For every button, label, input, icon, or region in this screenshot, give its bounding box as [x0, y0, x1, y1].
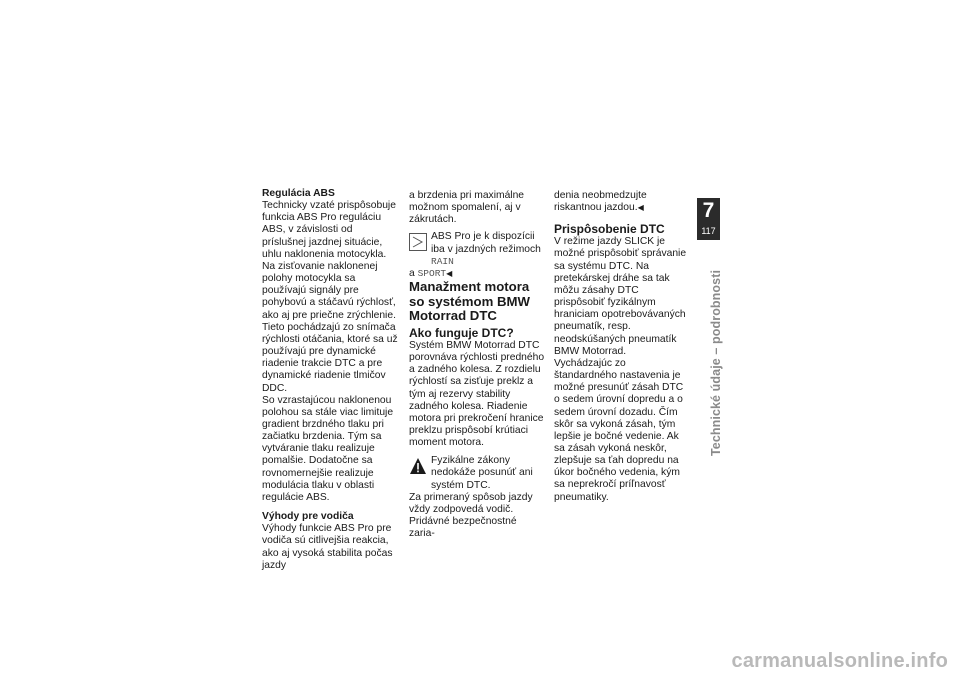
text-column-3 — [554, 190, 690, 504]
paragraph: So vzrastajúcou naklonenou polohou sa stále viac limituje gradient brzdného tlaku pri začiatku brzdenia. Tým sa vytváranie tlaku realizuje pomalšie. Dodatočne sa rovnomernejšie realizuje modulácia tlaku v oblasti regulácie ABS. — [262, 394, 394, 503]
warning-note — [409, 455, 545, 491]
warning-triangle-icon — [409, 457, 427, 479]
info-note — [409, 231, 545, 267]
paragraph: denia neobmedzujte riskantnou jazdou. — [554, 190, 647, 214]
paragraph: V režime jazdy SLICK je možné prispôsobiť správanie sa systému DTC. Na pretekárskej dráhe sa tak môžu zásahy DTC prispôsobiť fyzikálnym hraniciam opotrebovávaných pneumatík, resp. neodskúšaných pneumatík BMW Motorrad. — [554, 236, 687, 357]
paragraph: Systém BMW Motorrad DTC porovnáva rýchlosti predného a zadného kolesa. Z rozdielu rýchlostí sa zisťuje preklz a tým aj rezervy stability zadného kolesa. Riadenie motora pri prekročení hranice preklzu prispôsobí krútiaci moment motora. — [409, 339, 545, 449]
chapter-title-vertical: Technické údaje – podrobnosti — [709, 269, 723, 456]
end-mark-icon: ◀ — [637, 203, 644, 213]
end-mark-icon: ◀ — [446, 268, 453, 278]
heading-dtc-adjustment: Prispôsobenie DTC — [554, 222, 665, 237]
paragraph: Za primeraný spôsob jazdy vždy zodpovedá vodič. — [409, 491, 533, 515]
watermark: carmanualsonline.info — [731, 650, 948, 672]
note-text: ABS Pro je k dispozícii iba v jazdných režimoch — [431, 231, 541, 255]
warning-text: Fyzikálne zákony nedokáže posunúť ani systém DTC. — [431, 455, 533, 491]
mode-rain-label: RAIN — [431, 255, 454, 267]
heading-how-dtc-works: Ako funguje DTC? — [409, 325, 514, 340]
heading-rider-benefits: Výhody pre vodiča — [262, 511, 354, 523]
info-note-icon — [409, 233, 427, 251]
page-number: 117 — [701, 226, 716, 236]
paragraph: Vychádzajúc zo štandardného nastavenia je možné presunúť zásah DTC o sedem úrovní dopredu a o sedem úrovní dozadu. Čím skôr sa vykoná zásah, tým lepšie je bočné vedenie. Ak sa zásah vykoná neskôr, zlepšuje sa ťah dopredu na úkor bočného vedenia, kým sa neprekročí príľnavosť pneumatiky. — [554, 357, 684, 503]
text-column-1 — [262, 188, 398, 572]
chapter-number: 7 — [702, 199, 715, 222]
mode-sport-label: SPORT — [417, 267, 447, 279]
text-column-2 — [409, 190, 545, 540]
note-conjunction: a — [409, 267, 415, 279]
paragraph: Pridávné bezpečnostné zaria- — [409, 516, 517, 540]
paragraph: a brzdenia pri maximálne možnom spomalení, aj v zákrutách. — [409, 190, 525, 226]
paragraph: Výhody funkcie ABS Pro pre vodiča sú citlivejšia reakcia, ako aj vysoká stabilita počas jazdy — [262, 523, 393, 571]
heading-engine-management: Manažment motora so systémom BMW Motorrad DTC — [409, 279, 530, 324]
heading-abs-regulation: Regulácia ABS — [262, 188, 335, 199]
paragraph: Technicky vzaté prispôsobuje funkcia ABS Pro reguláciu ABS, v závislosti od príslušnej jazdnej situácie, uhlu naklonenia motocykla. Na zisťovanie naklonenej polohy motocykla sa používajú signály pre pohybovú a stáčavú rýchlosť, ako aj pre priečne zrýchlenie. Tieto pochádzajú zo snímača rýchlosti otáčania, ktoré sa už používajú pre dynamické riadenie trakcie DTC a pre dynamické riadenie tlmičov DDC. — [262, 200, 398, 394]
